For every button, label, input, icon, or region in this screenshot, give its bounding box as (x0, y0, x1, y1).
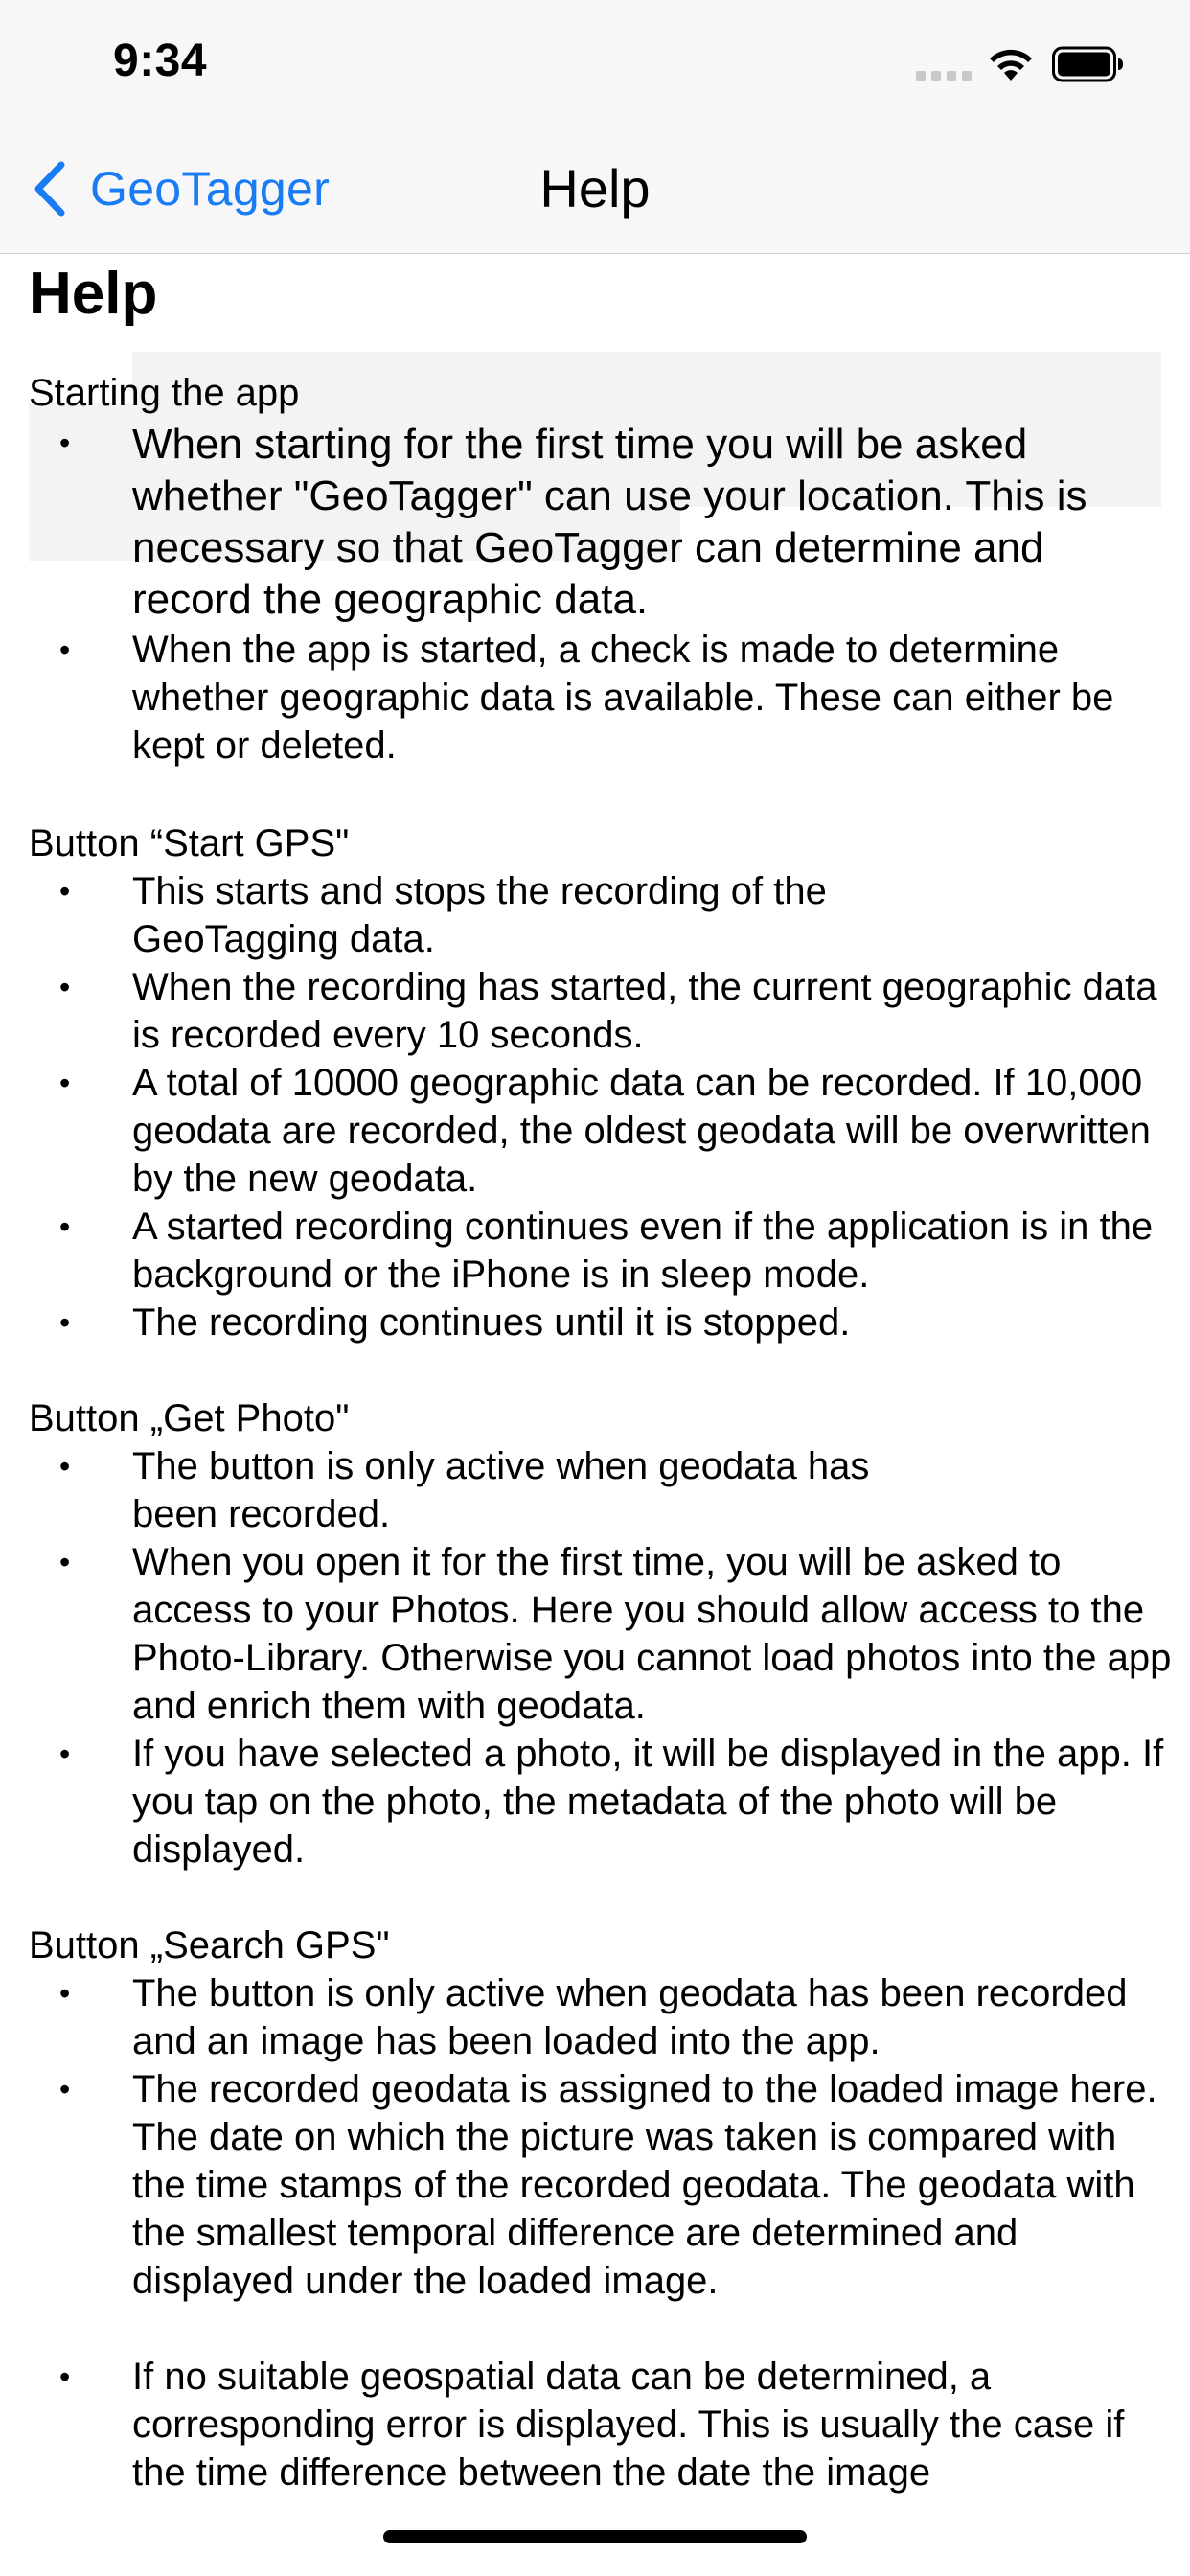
home-indicator[interactable] (383, 2530, 807, 2543)
list-item-text: The button is only active when geodata has been recorded. (132, 1445, 870, 1535)
back-button-label: GeoTagger (90, 162, 331, 216)
bullet-marker: • (59, 1066, 71, 1100)
bullet-marker: • (59, 426, 71, 460)
wifi-icon (987, 44, 1035, 82)
section-title: Button „Search GPS" (29, 1924, 390, 1966)
page-heading: Help (29, 261, 158, 327)
list-item-text: When the recording has started, the current geographic data is recorded every 10 seconds. (132, 966, 1157, 1056)
nav-title: Help (539, 158, 651, 218)
status-time: 9:34 (113, 35, 208, 86)
bullet-marker: • (59, 970, 71, 1004)
list-item-text: When starting for the first time you will be asked whether "GeoTagger" can use your location. This is necessary so that GeoTagger can determine and record the geographic data. (132, 421, 1087, 623)
section-title: Starting the app (29, 372, 300, 414)
bullet-marker: • (59, 1449, 71, 1484)
help-content[interactable] (0, 254, 1190, 2494)
bullet-marker: • (59, 2359, 71, 2394)
list-item-text: When you open it for the first time, you will be asked to access to your Photos. Here you should allow access to the Photo-Library. Otherwise you cannot load photos into the app and enrich them with geodata. (132, 1541, 1172, 1727)
bullet-marker: • (59, 632, 71, 667)
cellular-signal-icon (916, 69, 972, 80)
bullet-marker: • (59, 874, 71, 908)
bullet-marker: • (59, 1736, 71, 1771)
list-item-text: The recording continues until it is stopped. (132, 1301, 851, 1344)
navigation-bar (0, 126, 1190, 254)
bullet-marker: • (59, 2072, 71, 2106)
list-item-text: This starts and stops the recording of the GeoTagging data. (132, 870, 827, 960)
list-item-text: The recorded geodata is assigned to the loaded image here. The date on which the picture was taken is compared with the time stamps of the recorded geodata. The geodata with the smallest temporal difference are determined and displayed under the loaded image. (132, 2068, 1157, 2302)
bullet-marker: • (59, 1545, 71, 1579)
list-item-text: A started recording continues even if the application is in the background or the iPhone is in sleep mode. (132, 1206, 1154, 1296)
battery-icon (1052, 46, 1125, 82)
list-item-text: When the app is started, a check is made to determine whether geographic data is available. These can either be kept or deleted. (132, 629, 1114, 767)
section-title: Button “Start GPS" (29, 822, 350, 864)
list-item-text: If you have selected a photo, it will be displayed in the app. If you tap on the photo, the metadata of the photo will be displayed. (132, 1733, 1164, 1871)
bullet-marker: • (59, 1976, 71, 2011)
status-bar (0, 0, 1190, 126)
bullet-marker: • (59, 1305, 71, 1340)
list-item-text: If no suitable geospatial data can be determined, a corresponding error is displayed. This is usually the case if the time difference between the date the image (132, 2356, 1125, 2494)
section-title: Button „Get Photo" (29, 1397, 350, 1439)
bullet-marker: • (59, 1209, 71, 1244)
list-item-text: A total of 10000 geographic data can be recorded. If 10,000 geodata are recorded, the oldest geodata will be overwritten by the new geodata. (132, 1062, 1151, 1200)
list-item-text: The button is only active when geodata has been recorded and an image has been loaded into the app. (132, 1972, 1128, 2062)
